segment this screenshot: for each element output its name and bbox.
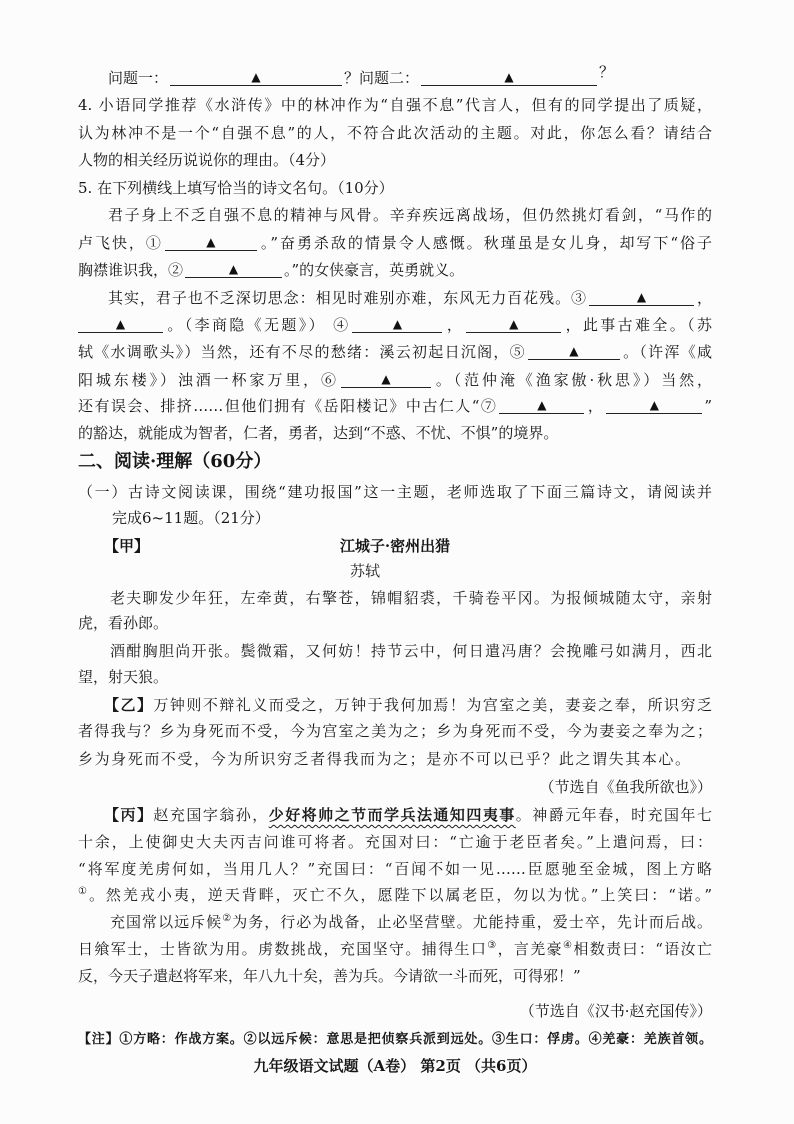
passage-bing-text-4: 。然羌戎小夷，逆天背畔，灭亡不久，愿陛下以属老臣，勿以为忧。”上笑曰：“诺。” <box>88 886 713 904</box>
footnote-mark-3: ③ <box>487 940 498 951</box>
passage-jia-title: 江城子·密州出猎 <box>339 537 451 555</box>
q5-title: 5. 在下列横线上填写恰当的诗文名句。（10分） <box>78 179 394 197</box>
passage-jia-author: 苏轼 <box>350 562 381 580</box>
q5-line-8-text-b: ， <box>586 397 605 415</box>
passage-yi-text-1: 万钟则不辩礼义而受之，万钟于我何加焉！为宫室之美，妻妾之奉，所识穷乏 <box>153 696 712 714</box>
answer-blank-3a <box>589 289 694 306</box>
q5-line-6 <box>78 341 712 363</box>
footnote-mark-1: ① <box>78 886 89 897</box>
footnote-mark-4: ④ <box>563 940 574 951</box>
q5-line-6-text-b: 。（许浑《咸 <box>621 343 712 361</box>
passage-bing-line-2: 十余，上使御史大夫丙吉问谁可将者。充国对曰：“亡逾于老臣者矣。”上遣问焉，曰： <box>78 833 712 851</box>
triangle-marker-icon: ▲ <box>569 344 579 358</box>
triangle-marker-icon: ▲ <box>504 70 514 84</box>
triangle-marker-icon: ▲ <box>206 235 216 249</box>
triangle-marker-icon: ▲ <box>251 70 261 84</box>
passage-yi-source: （节选自《鱼我所欲也》） <box>539 778 712 796</box>
passage-bing-text-6b: ，言羌豪 <box>497 940 564 958</box>
question-one-label: 问题一： <box>108 69 169 87</box>
answer-blank-2 <box>185 261 282 278</box>
page-footer: 九年级语文试题（A卷） 第2页 （共6页） <box>253 1057 537 1075</box>
q5-line-3-text-b: 。”的女侠豪言，英勇就义。 <box>284 261 465 279</box>
question-two-label: ？问题二： <box>344 69 420 87</box>
passage-yi-label: 【乙】 <box>104 696 154 714</box>
passage-bing-line-1 <box>104 804 712 826</box>
section-intro-line-2: 完成6~11题。（21分） <box>112 509 270 527</box>
answer-blank-1 <box>165 234 257 251</box>
q5-line-4 <box>108 287 712 309</box>
passage-jia-line-4: 望，射天狼。 <box>78 668 169 686</box>
passage-bing-text-1a: 赵充国字翁孙， <box>153 806 269 824</box>
answer-blank-7b <box>606 397 702 414</box>
passage-bing-text-6a: 日飨军士，士皆欲为用。虏数挑战，充国坚守。捕得生口 <box>78 940 488 958</box>
answer-blank-question-two <box>421 69 597 86</box>
answer-blank-6 <box>341 371 431 388</box>
q5-line-2 <box>78 232 712 254</box>
answer-blank-7a <box>499 397 584 414</box>
q5-line-5-text-b: ， <box>444 316 465 334</box>
q5-line-7-text-a: 阳城东楼》）浊酒一杯家万里，⑥ <box>78 371 339 389</box>
passage-yi-line-2: 者得我与？乡为身死而不受，今为宫室之美为之；乡为身死而不受，今为妻妾之奉为之； <box>78 722 712 740</box>
answer-blank-5 <box>528 343 620 360</box>
q5-line-4-text-b: ， <box>696 289 712 307</box>
passage-jia-label: 【甲】 <box>104 537 150 555</box>
passage-bing-label: 【丙】 <box>104 806 154 824</box>
triangle-marker-icon: ▲ <box>509 317 519 331</box>
passage-bing-line-5 <box>110 911 712 933</box>
passage-yi-line-1 <box>104 694 712 716</box>
q5-line-2-text-a: 卢飞快，① <box>78 234 163 252</box>
q5-line-7-text-b: 。（范仲淹《渔家傲·秋思》）当然， <box>432 371 712 389</box>
passage-bing-line-6 <box>78 938 712 960</box>
passage-bing-text-5a: 充国常以远斥候 <box>110 913 223 931</box>
passage-jia-line-1: 老夫聊发少年狂，左牵黄，右擎苍，锦帽貂裘，千骑卷平冈。为报倾城随太守，亲射 <box>110 589 712 607</box>
q4-line-2: 认为林冲不是一个“自强不息”的人，不符合此次活动的主题。对此，你怎么看？请结合 <box>78 124 712 142</box>
passage-bing-line-4 <box>78 884 712 906</box>
underlined-sentence: 少好将帅之节而学兵法通知四夷事 <box>268 806 516 824</box>
triangle-marker-icon: ▲ <box>392 317 403 331</box>
answer-blank-3b <box>78 316 163 333</box>
passage-bing-text-5b: 为务，行必为战备，止必坚营壁。尤能持重，爱士卒，先计而后战。 <box>232 913 712 931</box>
q5-line-5 <box>78 314 712 336</box>
question-prompt-line <box>108 63 668 89</box>
passage-bing-text-1b: 。神爵元年春，时充国年七 <box>515 806 712 824</box>
q4-line-1: 4. 小语同学推荐《水浒传》中的林冲作为“自强不息”代言人，但有的同学提出了质疑， <box>78 96 712 114</box>
passage-bing-text-6c: 相数责曰：“语汝亡 <box>573 940 713 958</box>
passage-yi-line-3: 乡为身死而不受，今为所识穷乏者得我而为之；是亦不可以已乎？此之谓失其本心。 <box>78 750 690 768</box>
q5-line-5-text-c: ，此事古难全。（苏 <box>563 316 712 334</box>
q5-line-8 <box>78 395 712 417</box>
answer-blank-4b <box>466 316 561 333</box>
q5-line-1: 君子身上不乏自强不息的精神与风骨。辛弃疾远离战场，但仍然挑灯看剑，“马作的 <box>108 206 712 224</box>
q5-line-3-text-a: 胸襟谁识我，② <box>78 261 184 279</box>
triangle-marker-icon: ▲ <box>228 262 239 276</box>
q5-line-2-text-b: 。”奋勇杀敌的情景令人感慨。秋瑾虽是女儿身，却写下“俗子 <box>258 234 712 252</box>
q4-line-3: 人物的相关经历说说你的理由。（4分） <box>78 151 336 169</box>
question-mark: ？ <box>599 63 615 81</box>
passage-jia-line-3: 酒酣胸胆尚开张。鬓微霜，又何妨！持节云中，何日遣冯唐？会挽雕弓如满月，西北 <box>110 642 712 660</box>
q5-line-7 <box>78 369 712 391</box>
triangle-marker-icon: ▲ <box>649 398 659 412</box>
footnote-mark-2: ② <box>222 913 233 924</box>
triangle-marker-icon: ▲ <box>115 317 126 331</box>
q5-line-6-text-a: 轼《水调歌头》）当然，还有不尽的愁绪：溪云初起日沉阁，⑤ <box>78 343 526 361</box>
q5-line-4-text-a: 其实，君子也不乏深切思念：相见时难别亦难，东风无力百花残。③ <box>108 289 588 307</box>
answer-blank-question-one <box>170 69 342 86</box>
triangle-marker-icon: ▲ <box>537 398 547 412</box>
section-heading: 二、阅读·理解（60分） <box>78 451 272 472</box>
passage-bing-line-7: 反，今天子遣赵将军来，年八九十矣，善为兵。今请欲一斗而死，可得邪！” <box>78 967 581 985</box>
q5-line-5-text-a: 。（李商隐《无题》） ④ <box>165 316 351 334</box>
passage-bing-source: （节选自《汉书·赵充国传》） <box>519 1002 712 1020</box>
triangle-marker-icon: ▲ <box>636 290 647 304</box>
q5-line-8-text-a: 还有误会、排挤……但他们拥有《岳阳楼记》中古仁人“⑦ <box>78 397 498 415</box>
section-intro-line-1: （一）古诗文阅读课，围绕“建功报国”这一主题，老师选取了下面三篇诗文，请阅读并 <box>78 483 712 501</box>
q5-line-9: 的豁达，就能成为智者，仁者，勇者，达到“不惑、不忧、不惧”的境界。 <box>78 424 559 442</box>
triangle-marker-icon: ▲ <box>381 372 391 386</box>
passage-jia-line-2: 虎，看孙郎。 <box>78 614 169 632</box>
passage-bing-line-3: “将军度羌虏何如，当用几人？”充国曰：“百闻不如一见……臣愿驰至金城，图上方略 <box>78 860 712 878</box>
q5-line-8-text-c: ” <box>704 397 712 415</box>
q5-line-3 <box>78 259 464 281</box>
answer-blank-4a <box>352 316 442 333</box>
footnotes: 【注】①方略：作战方案。②以远斥候：意思是把侦察兵派到远处。③生口：俘虏。④羌豪：羌族首领。 <box>78 1032 712 1047</box>
